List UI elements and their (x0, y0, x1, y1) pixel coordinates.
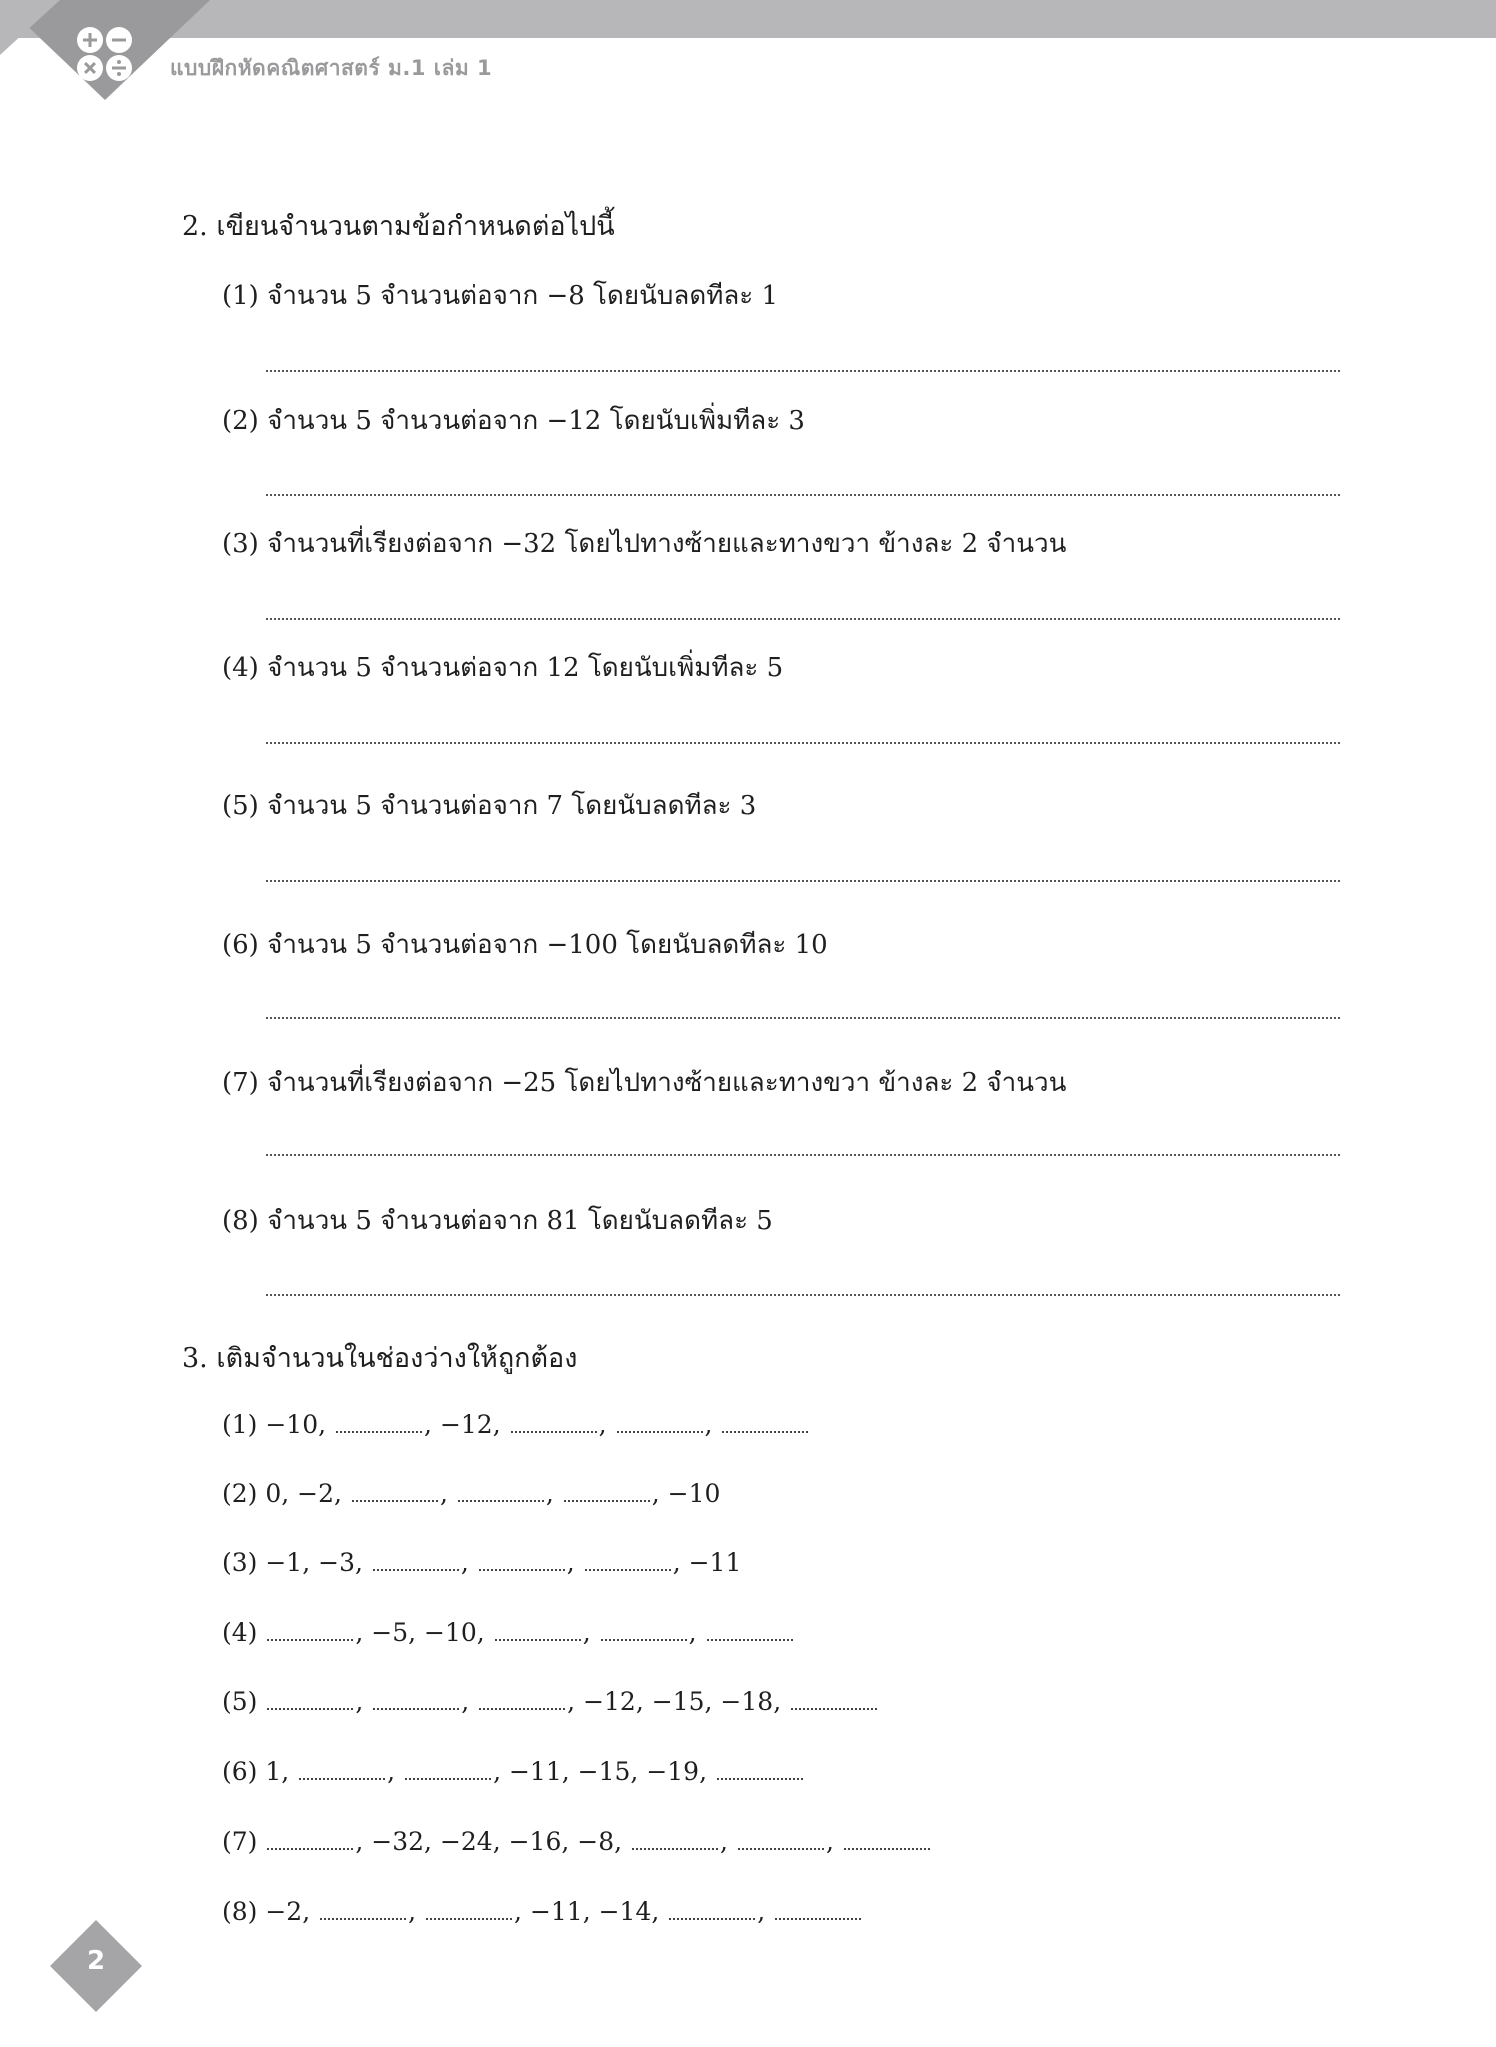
blank-field[interactable] (320, 1914, 406, 1920)
separator: , (582, 1897, 599, 1926)
blank-field[interactable] (336, 1427, 422, 1433)
fill-row-label: (3) (222, 1548, 266, 1577)
sequence-term: −18 (720, 1687, 774, 1716)
separator: , (355, 1618, 372, 1647)
section-2-item-7: (7) จำนวนที่เรียงต่อจาก −25 โดยไปทางซ้ายและทางขวา ข้างละ 2 จำนวน (222, 1068, 1067, 1098)
blank-field[interactable] (479, 1704, 565, 1710)
separator: , (582, 1618, 599, 1647)
separator: , (567, 1687, 584, 1716)
blank-field[interactable] (299, 1774, 385, 1780)
separator: , (699, 1757, 715, 1786)
separator: , (355, 1827, 372, 1856)
page-number: 2 (86, 1946, 106, 1976)
separator: , (424, 1410, 440, 1439)
blank-field[interactable] (564, 1496, 650, 1502)
answer-line-8[interactable] (266, 1294, 1340, 1296)
sequence-term: −14 (598, 1897, 652, 1926)
section-2-item-2: (2) จำนวน 5 จำนวนต่อจาก −12 โดยนับเพิ่มทีละ 3 (222, 406, 805, 436)
answer-line-4[interactable] (266, 742, 1340, 744)
separator: , (598, 1410, 615, 1439)
separator: , (492, 1410, 509, 1439)
blank-field[interactable] (458, 1496, 544, 1502)
blank-field[interactable] (844, 1844, 930, 1850)
blank-field[interactable] (373, 1565, 459, 1571)
blank-field[interactable] (791, 1704, 877, 1710)
separator: , (635, 1687, 652, 1716)
sequence-term: −10 (424, 1618, 477, 1647)
book-title: แบบฝึกหัดคณิตศาสตร์ ม.1 เล่ม 1 (170, 56, 493, 80)
sequence-term: −32 (371, 1827, 425, 1856)
blank-field[interactable] (479, 1565, 565, 1571)
fill-row-label: (2) (222, 1479, 266, 1508)
blank-field[interactable] (511, 1427, 597, 1433)
sequence-term: −12 (439, 1410, 493, 1439)
separator: , (651, 1897, 668, 1926)
sequence-term: −10 (667, 1479, 721, 1508)
sequence-term: 0 (265, 1479, 282, 1508)
blank-field[interactable] (373, 1704, 459, 1710)
answer-line-3[interactable] (266, 618, 1340, 620)
section-2-item-8: (8) จำนวน 5 จำนวนต่อจาก 81 โดยนับลดทีละ 5 (222, 1206, 773, 1236)
separator: , (302, 1548, 319, 1577)
separator: , (460, 1548, 477, 1577)
blank-field[interactable] (617, 1427, 703, 1433)
fill-row-label: (5) (222, 1687, 266, 1716)
separator: , (493, 1757, 509, 1786)
fill-row-4 (222, 1618, 795, 1647)
fill-row-7 (222, 1827, 932, 1856)
separator: , (688, 1618, 705, 1647)
sequence-term: −5 (371, 1618, 409, 1647)
blank-field[interactable] (717, 1774, 803, 1780)
separator: , (387, 1757, 404, 1786)
fill-row-label: (6) (222, 1757, 266, 1786)
answer-line-6[interactable] (266, 1017, 1340, 1019)
separator: , (476, 1618, 493, 1647)
section-2-item-5: (5) จำนวน 5 จำนวนต่อจาก 7 โดยนับลดทีละ 3 (222, 791, 757, 821)
separator: , (630, 1757, 647, 1786)
separator: , (651, 1479, 668, 1508)
fill-row-8 (222, 1897, 863, 1926)
fill-row-6 (222, 1757, 805, 1786)
header-bar (0, 0, 1496, 38)
sequence-term: −24 (439, 1827, 493, 1856)
sequence-term: −19 (646, 1757, 700, 1786)
fill-row-2 (222, 1479, 720, 1508)
separator: , (354, 1548, 371, 1577)
blank-field[interactable] (601, 1635, 687, 1641)
answer-line-7[interactable] (266, 1154, 1340, 1156)
separator: , (773, 1687, 790, 1716)
separator: , (720, 1827, 736, 1856)
fill-row-label: (7) (222, 1827, 266, 1856)
separator: , (614, 1827, 631, 1856)
separator: , (424, 1827, 440, 1856)
fill-row-5 (222, 1687, 879, 1716)
separator: , (318, 1410, 335, 1439)
answer-line-2[interactable] (266, 494, 1340, 496)
fill-row-label: (8) (222, 1897, 266, 1926)
blank-field[interactable] (669, 1914, 755, 1920)
sequence-term: −8 (577, 1827, 615, 1856)
section-2-item-6: (6) จำนวน 5 จำนวนต่อจาก −100 โดยนับลดทีละ 10 (222, 930, 828, 960)
sequence-term: −10 (265, 1410, 319, 1439)
separator: , (281, 1479, 298, 1508)
blank-field[interactable] (707, 1635, 793, 1641)
separator: , (302, 1897, 319, 1926)
separator: , (439, 1479, 456, 1508)
blank-field[interactable] (585, 1565, 671, 1571)
sequence-term: −2 (265, 1897, 303, 1926)
section-2-item-3: (3) จำนวนที่เรียงต่อจาก −32 โดยไปทางซ้ายและทางขวา ข้างละ 2 จำนวน (222, 529, 1067, 559)
blank-field[interactable] (352, 1496, 438, 1502)
separator: , (561, 1827, 578, 1856)
section-2-item-4: (4) จำนวน 5 จำนวนต่อจาก 12 โดยนับเพิ่มทีละ 5 (222, 653, 784, 683)
separator: , (672, 1548, 689, 1577)
answer-line-5[interactable] (266, 880, 1340, 882)
blank-field[interactable] (722, 1427, 808, 1433)
fill-row-3 (222, 1548, 741, 1577)
answer-line-1[interactable] (266, 370, 1340, 372)
fill-row-label: (4) (222, 1618, 266, 1647)
sequence-term: −12 (583, 1687, 636, 1716)
blank-field[interactable] (267, 1704, 353, 1710)
sequence-term: −1 (265, 1548, 303, 1577)
separator: , (281, 1757, 298, 1786)
separator: , (334, 1479, 350, 1508)
sequence-term: −11 (688, 1548, 742, 1577)
separator: , (704, 1687, 721, 1716)
blank-field[interactable] (426, 1914, 512, 1920)
blank-field[interactable] (495, 1635, 581, 1641)
section-2-title: 2. เขียนจำนวนตามข้อกำหนดต่อไปนี้ (182, 211, 615, 242)
sequence-term: −11 (529, 1897, 583, 1926)
separator: , (514, 1897, 530, 1926)
blank-field[interactable] (632, 1844, 718, 1850)
fill-row-label: (1) (222, 1410, 266, 1439)
separator: , (825, 1827, 842, 1856)
sequence-term: −15 (577, 1757, 631, 1786)
separator: , (704, 1410, 721, 1439)
blank-field[interactable] (267, 1635, 353, 1641)
separator: , (566, 1548, 583, 1577)
separator: , (561, 1757, 578, 1786)
blank-field[interactable] (267, 1844, 353, 1850)
separator: , (545, 1479, 562, 1508)
sequence-term: −11 (508, 1757, 562, 1786)
separator: , (757, 1897, 774, 1926)
sequence-term: −15 (651, 1687, 705, 1716)
separator: , (408, 1618, 425, 1647)
fill-row-1 (222, 1410, 810, 1439)
sequence-term: −3 (318, 1548, 355, 1577)
sequence-term: −2 (297, 1479, 335, 1508)
separator: , (492, 1827, 509, 1856)
blank-field[interactable] (405, 1774, 491, 1780)
separator: , (355, 1687, 372, 1716)
separator: , (461, 1687, 478, 1716)
math-operators-icon (0, 0, 210, 100)
blank-field[interactable] (775, 1914, 861, 1920)
blank-field[interactable] (738, 1844, 824, 1850)
sequence-term: 1 (265, 1757, 282, 1786)
sequence-term: −16 (508, 1827, 562, 1856)
separator: , (408, 1897, 425, 1926)
section-3-title: 3. เติมจำนวนในช่องว่างให้ถูกต้อง (182, 1343, 578, 1374)
section-2-item-1: (1) จำนวน 5 จำนวนต่อจาก −8 โดยนับลดทีละ 1 (222, 281, 779, 311)
